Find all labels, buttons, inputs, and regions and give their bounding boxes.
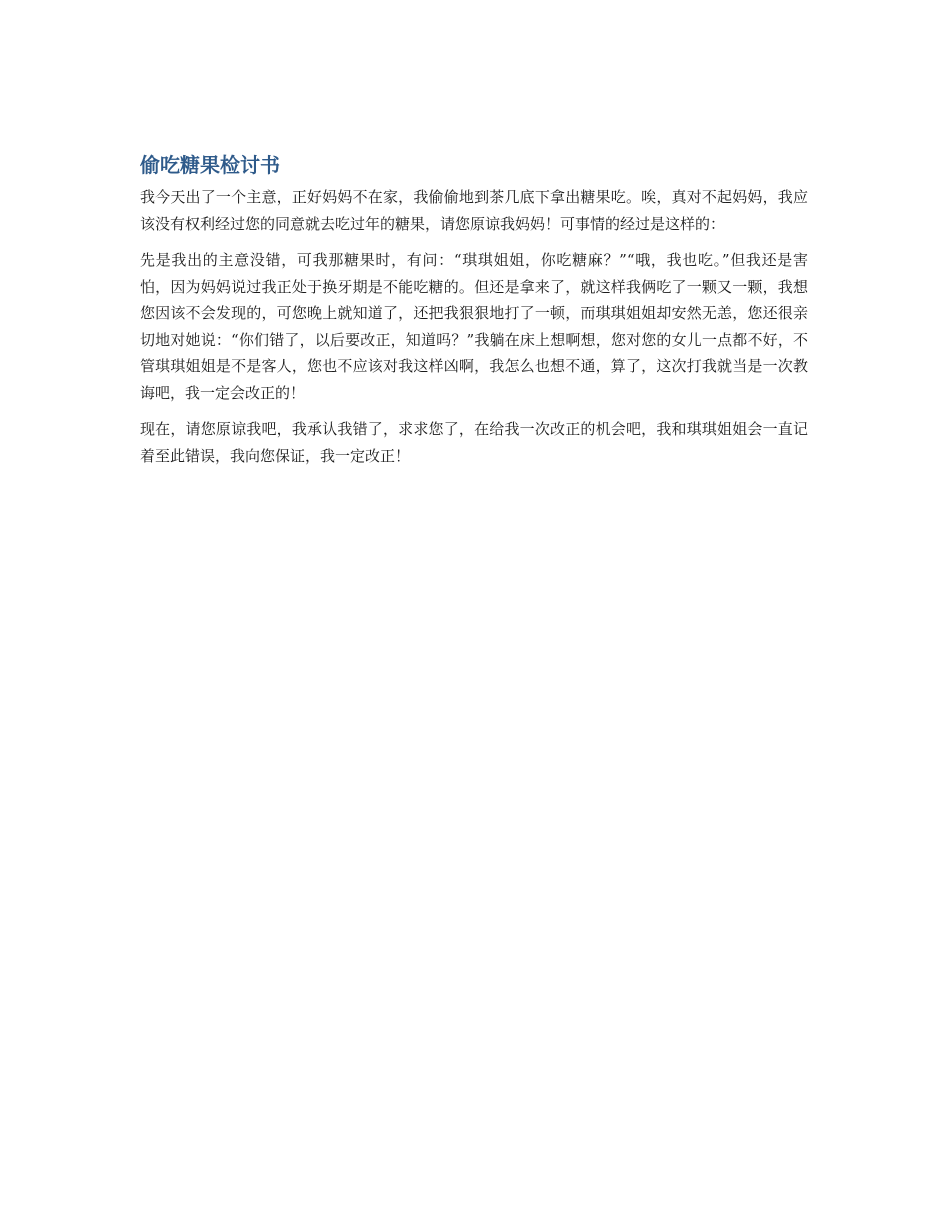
paragraph-intro: 我今天出了一个主意，正好妈妈不在家，我偷偷地到茶几底下拿出糖果吃。唉，真对不起妈妈，我应该没有权利经过您的同意就去吃过年的糖果，请您原谅我妈妈！可事情的经过是这样的：	[140, 188, 808, 233]
paragraph-story: 先是我出的主意没错，可我那糖果时，有问：“琪琪姐姐，你吃糖麻？”“哦，我也吃。”但我还是害怕，因为妈妈说过我正处于换牙期是不能吃糖的。但还是拿来了，就这样我俩吃了一颗又一颗，我想您因该不会发现的，可您晚上就知道了，还把我狠狠地打了一顿，而琪琪姐姐却安然无恙，您还很亲切地对她说：“你们错了，以后要改正，知道吗？”我躺在床上想啊想，您对您的女儿一点都不好，不管琪琪姐姐是不是客人，您也不应该对我这样凶啊，我怎么也想不通，算了，这次打我就当是一次教诲吧，我一定会改正的！	[140, 251, 808, 402]
document-body	[140, 150, 808, 479]
document-title: 偷吃糖果检讨书	[140, 153, 280, 177]
paragraph-apology: 现在，请您原谅我吧，我承认我错了，求求您了，在给我一次改正的机会吧，我和琪琪姐姐会一直记着至此错误，我向您保证，我一定改正！	[140, 420, 808, 465]
